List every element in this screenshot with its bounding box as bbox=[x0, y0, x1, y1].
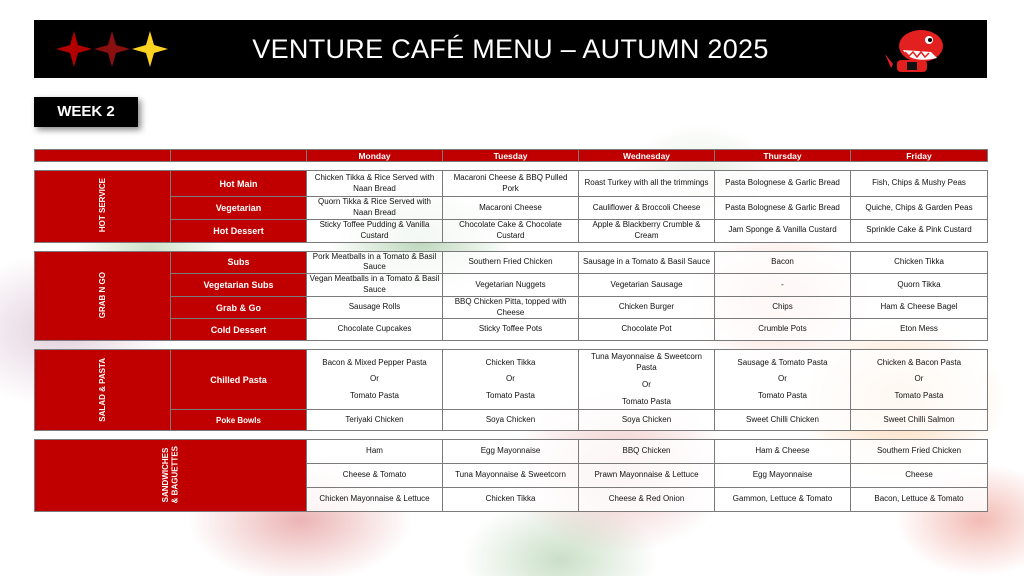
day-header-monday: Monday bbox=[307, 150, 443, 162]
week-label: WEEK 2 bbox=[34, 97, 138, 127]
menu-cell: Pork Meatballs in a Tomato & Basil Sauce bbox=[307, 251, 443, 274]
menu-cell: Tuna Mayonnaise & Sweetcorn bbox=[443, 464, 579, 488]
table-row bbox=[35, 350, 988, 410]
menu-cell: Crumble Pots bbox=[715, 319, 851, 341]
menu-cell: Sticky Toffee Pots bbox=[443, 319, 579, 341]
menu-cell: Pasta Bolognese & Garlic Bread bbox=[715, 197, 851, 220]
menu-cell: Soya Chicken bbox=[443, 410, 579, 431]
row-label-chilled-pasta: Chilled Pasta bbox=[171, 350, 307, 410]
menu-cell: Vegan Meatballs in a Tomato & Basil Sauce bbox=[307, 274, 443, 297]
row-label-subs: Subs bbox=[171, 251, 307, 274]
menu-cell: Egg Mayonnaise bbox=[715, 464, 851, 488]
menu-cell: Vegetarian Sausage bbox=[579, 274, 715, 297]
menu-cell: Quiche, Chips & Garden Peas bbox=[851, 197, 988, 220]
menu-cell: Quorn Tikka bbox=[851, 274, 988, 297]
menu-cell: BBQ Chicken bbox=[579, 440, 715, 464]
menu-cell: Bacon bbox=[715, 251, 851, 274]
menu-cell: Tuna Mayonnaise & Sweetcorn Pasta Or Tomato Pasta bbox=[579, 350, 715, 410]
table-row bbox=[35, 274, 988, 297]
menu-cell: Ham bbox=[307, 440, 443, 464]
menu-cell: Chicken Burger bbox=[579, 296, 715, 319]
blank-header-cell bbox=[35, 150, 171, 162]
menu-cell: Southern Fried Chicken bbox=[443, 251, 579, 274]
row-label-grab-and-go: Grab & Go bbox=[171, 296, 307, 319]
menu-cell: Fish, Chips & Mushy Peas bbox=[851, 171, 988, 197]
table-row bbox=[35, 440, 988, 464]
menu-cell: Teriyaki Chicken bbox=[307, 410, 443, 431]
menu-cell: Sprinkle Cake & Pink Custard bbox=[851, 220, 988, 243]
menu-cell: Cheese & Red Onion bbox=[579, 488, 715, 512]
menu-cell: Roast Turkey with all the trimmings bbox=[579, 171, 715, 197]
menu-cell: Chips bbox=[715, 296, 851, 319]
row-label-vegetarian: Vegetarian bbox=[171, 197, 307, 220]
menu-cell: - bbox=[715, 274, 851, 297]
table-row bbox=[35, 251, 988, 274]
menu-cell: Chicken Tikka & Rice Served with Naan Bread bbox=[307, 171, 443, 197]
menu-cell: Sweet Chilli Salmon bbox=[851, 410, 988, 431]
table-row bbox=[35, 296, 988, 319]
menu-cell: Chicken Mayonnaise & Lettuce bbox=[307, 488, 443, 512]
menu-cell: Southern Fried Chicken bbox=[851, 440, 988, 464]
page-title: VENTURE CAFÉ MENU – AUTUMN 2025 bbox=[252, 34, 769, 64]
menu-cell: Chicken Tikka Or Tomato Pasta bbox=[443, 350, 579, 410]
menu-cell: Chicken Tikka bbox=[443, 488, 579, 512]
menu-cell: Cauliflower & Broccoli Cheese bbox=[579, 197, 715, 220]
menu-cell: Chocolate Cupcakes bbox=[307, 319, 443, 341]
menu-cell: Ham & Cheese Bagel bbox=[851, 296, 988, 319]
menu-cell: Eton Mess bbox=[851, 319, 988, 341]
red-dinosaur-mascot-icon bbox=[881, 24, 951, 74]
section-hot-service: HOT SERVICE bbox=[35, 171, 171, 243]
table-row bbox=[35, 171, 988, 197]
menu-cell: Macaroni Cheese & BBQ Pulled Pork bbox=[443, 171, 579, 197]
section-salad-pasta: SALAD & PASTA bbox=[35, 350, 171, 431]
menu-cell: Chocolate Cake & Chocolate Custard bbox=[443, 220, 579, 243]
table-row bbox=[35, 197, 988, 220]
menu-cell: Egg Mayonnaise bbox=[443, 440, 579, 464]
menu-cell: Sticky Toffee Pudding & Vanilla Custard bbox=[307, 220, 443, 243]
row-label-poke-bowls: Poke Bowls bbox=[171, 410, 307, 431]
menu-cell: Chicken & Bacon Pasta Or Tomato Pasta bbox=[851, 350, 988, 410]
menu-cell: Sweet Chilli Chicken bbox=[715, 410, 851, 431]
section-grab-n-go: GRAB N GO bbox=[35, 251, 171, 341]
menu-cell: Chocolate Pot bbox=[579, 319, 715, 341]
day-header-row bbox=[35, 150, 988, 162]
menu-cell: Cheese bbox=[851, 464, 988, 488]
menu-cell: Sausage Rolls bbox=[307, 296, 443, 319]
menu-cell: Sausage in a Tomato & Basil Sauce bbox=[579, 251, 715, 274]
row-label-hot-main: Hot Main bbox=[171, 171, 307, 197]
menu-cell: Apple & Blackberry Crumble & Cream bbox=[579, 220, 715, 243]
header-bar bbox=[34, 20, 987, 78]
table-row bbox=[35, 410, 988, 431]
menu-cell: Vegetarian Nuggets bbox=[443, 274, 579, 297]
blank-header-cell bbox=[171, 150, 307, 162]
menu-cell: Quorn Tikka & Rice Served with Naan Bread bbox=[307, 197, 443, 220]
menu-cell: Cheese & Tomato bbox=[307, 464, 443, 488]
row-label-hot-dessert: Hot Dessert bbox=[171, 220, 307, 243]
table-row bbox=[35, 220, 988, 243]
menu-cell: Bacon, Lettuce & Tomato bbox=[851, 488, 988, 512]
menu-cell: Soya Chicken bbox=[579, 410, 715, 431]
row-label-cold-dessert: Cold Dessert bbox=[171, 319, 307, 341]
menu-cell: BBQ Chicken Pitta, topped with Cheese bbox=[443, 296, 579, 319]
menu-cell: Bacon & Mixed Pepper Pasta Or Tomato Pasta bbox=[307, 350, 443, 410]
day-header-wednesday: Wednesday bbox=[579, 150, 715, 162]
menu-cell: Prawn Mayonnaise & Lettuce bbox=[579, 464, 715, 488]
table-row bbox=[35, 319, 988, 341]
menu-cell: Chicken Tikka bbox=[851, 251, 988, 274]
day-header-friday: Friday bbox=[851, 150, 988, 162]
menu-table bbox=[34, 149, 988, 512]
day-header-thursday: Thursday bbox=[715, 150, 851, 162]
row-label-vegetarian-subs: Vegetarian Subs bbox=[171, 274, 307, 297]
day-header-tuesday: Tuesday bbox=[443, 150, 579, 162]
menu-cell: Pasta Bolognese & Garlic Bread bbox=[715, 171, 851, 197]
menu-cell: Gammon, Lettuce & Tomato bbox=[715, 488, 851, 512]
menu-cell: Sausage & Tomato Pasta Or Tomato Pasta bbox=[715, 350, 851, 410]
menu-cell: Macaroni Cheese bbox=[443, 197, 579, 220]
menu-cell: Ham & Cheese bbox=[715, 440, 851, 464]
menu-cell: Jam Sponge & Vanilla Custard bbox=[715, 220, 851, 243]
section-sandwiches-baguettes: SANDWICHES & BAGUETTES bbox=[35, 440, 307, 512]
